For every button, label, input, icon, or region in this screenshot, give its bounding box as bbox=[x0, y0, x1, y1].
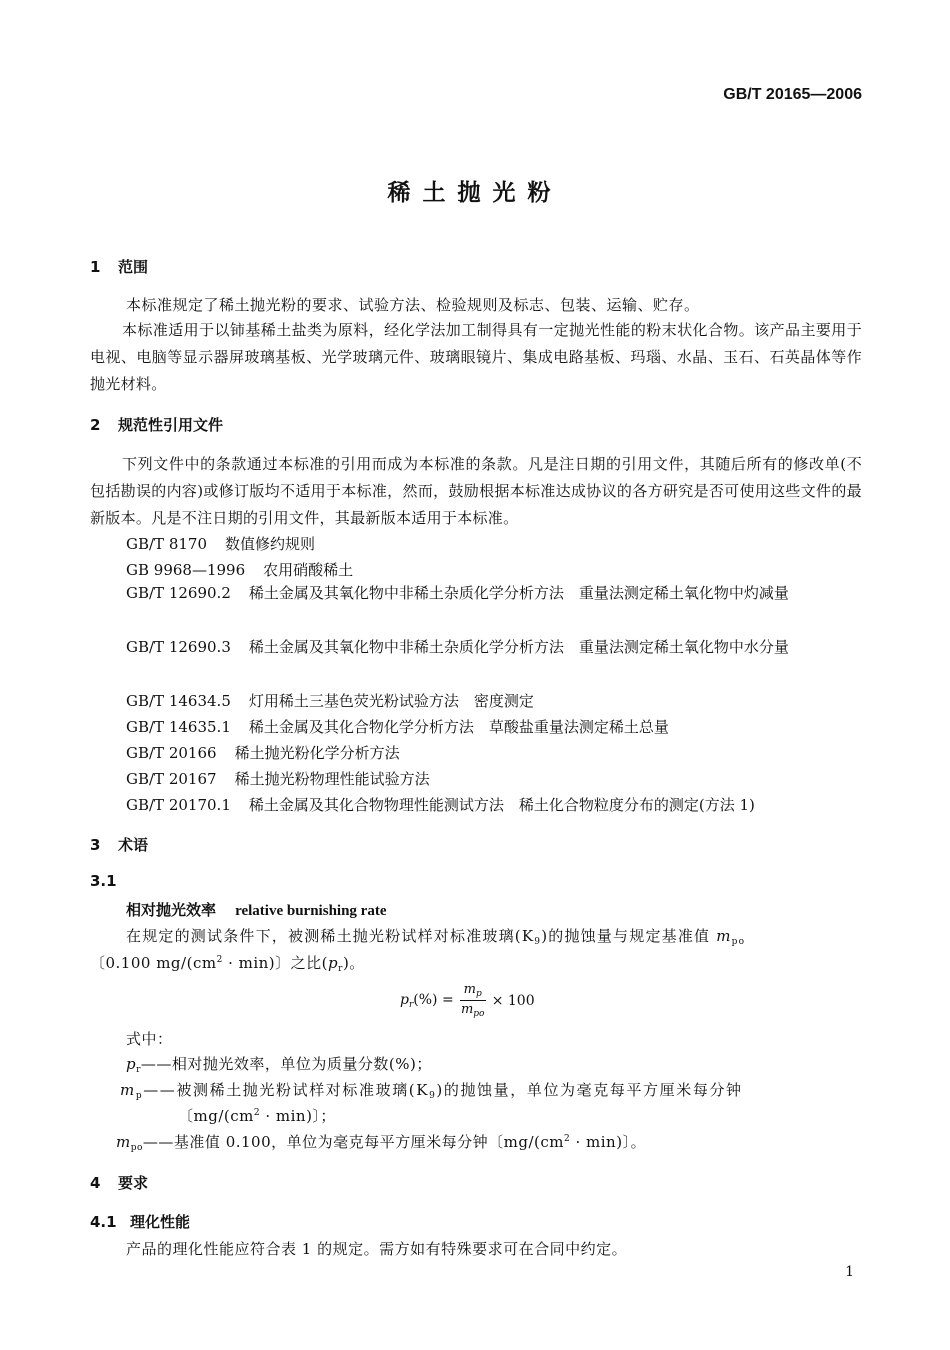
variable-subscript: 9 bbox=[429, 1091, 437, 1101]
section-1-heading bbox=[90, 256, 148, 277]
reference-title: 稀土金属及其氧化物中非稀土杂质化学分析方法 重量法测定稀土氧化物中灼减量 bbox=[248, 584, 789, 602]
where-label: 式中： bbox=[126, 1030, 173, 1048]
reference-title: 稀土金属及其化合物化学分析方法 草酸盐重量法测定稀土总量 bbox=[248, 718, 669, 736]
reference-item bbox=[90, 634, 862, 661]
formula-denominator: m bbox=[460, 1002, 474, 1017]
definition-subscript: r bbox=[338, 964, 343, 974]
variable-subscript: p bbox=[135, 1091, 144, 1101]
reference-code: GB 9968—1996 bbox=[126, 561, 246, 579]
section-number: 2 bbox=[90, 416, 101, 434]
fraction-bar bbox=[460, 1000, 486, 1001]
reference-code: GB/T 8170 bbox=[126, 535, 208, 553]
variable-description: ——被测稀土抛光粉试样对标准玻璃(K bbox=[143, 1081, 430, 1099]
definition-text: · min)〕之比( bbox=[222, 954, 329, 972]
section-number: 4 bbox=[90, 1174, 101, 1192]
reference-code: GB/T 20167 bbox=[126, 770, 217, 788]
formula-subscript: r bbox=[408, 999, 414, 1010]
reference-code: GB/T 20166 bbox=[126, 744, 217, 762]
scope-paragraph-1: 本标准规定了稀土抛光粉的要求、试验方法、检验规则及标志、包装、运输、贮存。 bbox=[126, 296, 700, 314]
formula-fraction bbox=[460, 982, 486, 1019]
variable-superscript: 2 bbox=[253, 1108, 261, 1118]
reference-code: GB/T 12690.3 bbox=[126, 638, 231, 656]
subsection-number: 4.1 bbox=[90, 1213, 117, 1231]
section-title: 术语 bbox=[118, 836, 149, 854]
definition-superscript: 2 bbox=[216, 955, 223, 965]
scope-paragraph-2: 本标准适用于以铈基稀土盐类为原料，经化学法加工制得具有一定抛光性能的粉末状化合物。该产品主要用于电视、电脑等显示器屏玻璃基板、光学玻璃元件、玻璃眼镜片、集成电路基板、玛瑙、水晶、玉石、石英晶体等作抛光材料。 bbox=[90, 321, 862, 393]
page-title: 稀土抛光粉 bbox=[387, 180, 563, 206]
formula-subscript: po bbox=[473, 1009, 485, 1019]
variable-subscript: po bbox=[130, 1143, 143, 1153]
term-english: relative burnishing rate bbox=[235, 903, 387, 919]
variable-definition bbox=[126, 1053, 432, 1075]
section-title: 要求 bbox=[118, 1174, 149, 1192]
reference-item bbox=[126, 533, 315, 554]
variable-definition-continued bbox=[178, 1105, 336, 1126]
variable-symbol: m bbox=[116, 1133, 131, 1151]
formula-text: × 100 bbox=[491, 992, 535, 1009]
definition-subscript: 9 bbox=[534, 937, 542, 947]
reference-title: 稀土金属及其氧化物中非稀土杂质化学分析方法 重量法测定稀土氧化物中水分量 bbox=[248, 638, 789, 656]
formula-subscript: p bbox=[475, 989, 482, 999]
reference-title: 稀土抛光粉物理性能试验方法 bbox=[234, 770, 430, 788]
definition-text: )。 bbox=[342, 954, 365, 972]
requirements-paragraph: 产品的理化性能应符合表 1 的规定。需方如有特殊要求可在合同中约定。 bbox=[126, 1240, 628, 1258]
variable-symbol: p bbox=[126, 1055, 137, 1073]
section-4-heading bbox=[90, 1172, 148, 1193]
term-definition-line-1 bbox=[126, 925, 745, 947]
formula-numerator: m bbox=[463, 982, 476, 997]
variable-subscript: r bbox=[136, 1065, 141, 1075]
reference-item bbox=[126, 768, 430, 789]
reference-code: GB/T 20170.1 bbox=[126, 796, 231, 814]
variable-description: )的抛蚀量，单位为毫克每平方厘米每分钟 bbox=[436, 1081, 743, 1099]
term-heading bbox=[126, 899, 386, 920]
references-intro: 下列文件中的条款通过本标准的引用而成为本标准的条款。凡是注日期的引用文件，其随后所有的修改单(不包括勘误的内容)或修订版均不适用于本标准，然而，鼓励根据本标准达成协议的各方研究是否可使用这些文件的最新版本。凡是不注日期的引用文件，其最新版本适用于本标准。 bbox=[90, 455, 862, 527]
variable-description: · min)〕。 bbox=[570, 1133, 647, 1151]
formula bbox=[400, 982, 535, 1019]
reference-item bbox=[126, 690, 534, 711]
definition-text: )的抛蚀量与规定基准值 bbox=[541, 927, 717, 945]
reference-item bbox=[90, 580, 862, 607]
formula-text: (%) = bbox=[413, 991, 454, 1008]
variable-definition bbox=[120, 1079, 743, 1101]
variable-description: ——基准值 0.100，单位为毫克每平方厘米每分钟〔mg/(cm bbox=[142, 1133, 564, 1151]
definition-text: 在规定的测试条件下，被测稀土抛光粉试样对标准玻璃(K bbox=[126, 927, 535, 945]
subsection-3-1-number: 3.1 bbox=[90, 872, 117, 890]
variable-symbol: m bbox=[120, 1081, 136, 1099]
term-chinese: 相对抛光效率 bbox=[126, 901, 217, 919]
reference-title: 农用硝酸稀土 bbox=[263, 561, 354, 579]
variable-description: 〔mg/(cm bbox=[178, 1107, 254, 1125]
section-title: 范围 bbox=[118, 258, 149, 276]
term-definition-line-2 bbox=[90, 952, 365, 974]
subsection-title: 理化性能 bbox=[130, 1213, 191, 1231]
formula-symbol: p bbox=[400, 991, 409, 1008]
section-2-heading bbox=[90, 414, 223, 435]
reference-item bbox=[126, 559, 353, 580]
section-3-heading bbox=[90, 834, 148, 855]
definition-symbol: p bbox=[328, 954, 339, 972]
reference-title: 灯用稀土三基色荧光粉试验方法 密度测定 bbox=[248, 692, 534, 710]
reference-item bbox=[126, 794, 755, 815]
reference-code: GB/T 14634.5 bbox=[126, 692, 231, 710]
definition-text: 〔0.100 mg/(cm bbox=[90, 954, 217, 972]
section-title: 规范性引用文件 bbox=[118, 416, 224, 434]
variable-description: · min)〕； bbox=[260, 1107, 336, 1125]
reference-title: 稀土抛光粉化学分析方法 bbox=[234, 744, 400, 762]
page-number: 1 bbox=[845, 1264, 854, 1280]
reference-item bbox=[126, 742, 400, 763]
reference-title: 稀土金属及其化合物物理性能测试方法 稀土化合物粒度分布的测定(方法 1) bbox=[248, 796, 755, 814]
variable-description: ——相对抛光效率，单位为质量分数(%)； bbox=[140, 1055, 432, 1073]
variable-superscript: 2 bbox=[564, 1134, 571, 1144]
reference-title: 数值修约规则 bbox=[225, 535, 316, 553]
section-number: 1 bbox=[90, 258, 101, 276]
definition-symbol: m bbox=[716, 927, 732, 945]
section-number: 3 bbox=[90, 836, 101, 854]
reference-code: GB/T 14635.1 bbox=[126, 718, 231, 736]
reference-code: GB/T 12690.2 bbox=[126, 584, 231, 602]
subsection-4-1-heading bbox=[90, 1211, 190, 1232]
standard-number: GB/T 20165—2006 bbox=[723, 86, 862, 103]
definition-subscript: po bbox=[731, 937, 746, 947]
reference-item bbox=[126, 716, 669, 737]
variable-definition bbox=[116, 1131, 646, 1153]
